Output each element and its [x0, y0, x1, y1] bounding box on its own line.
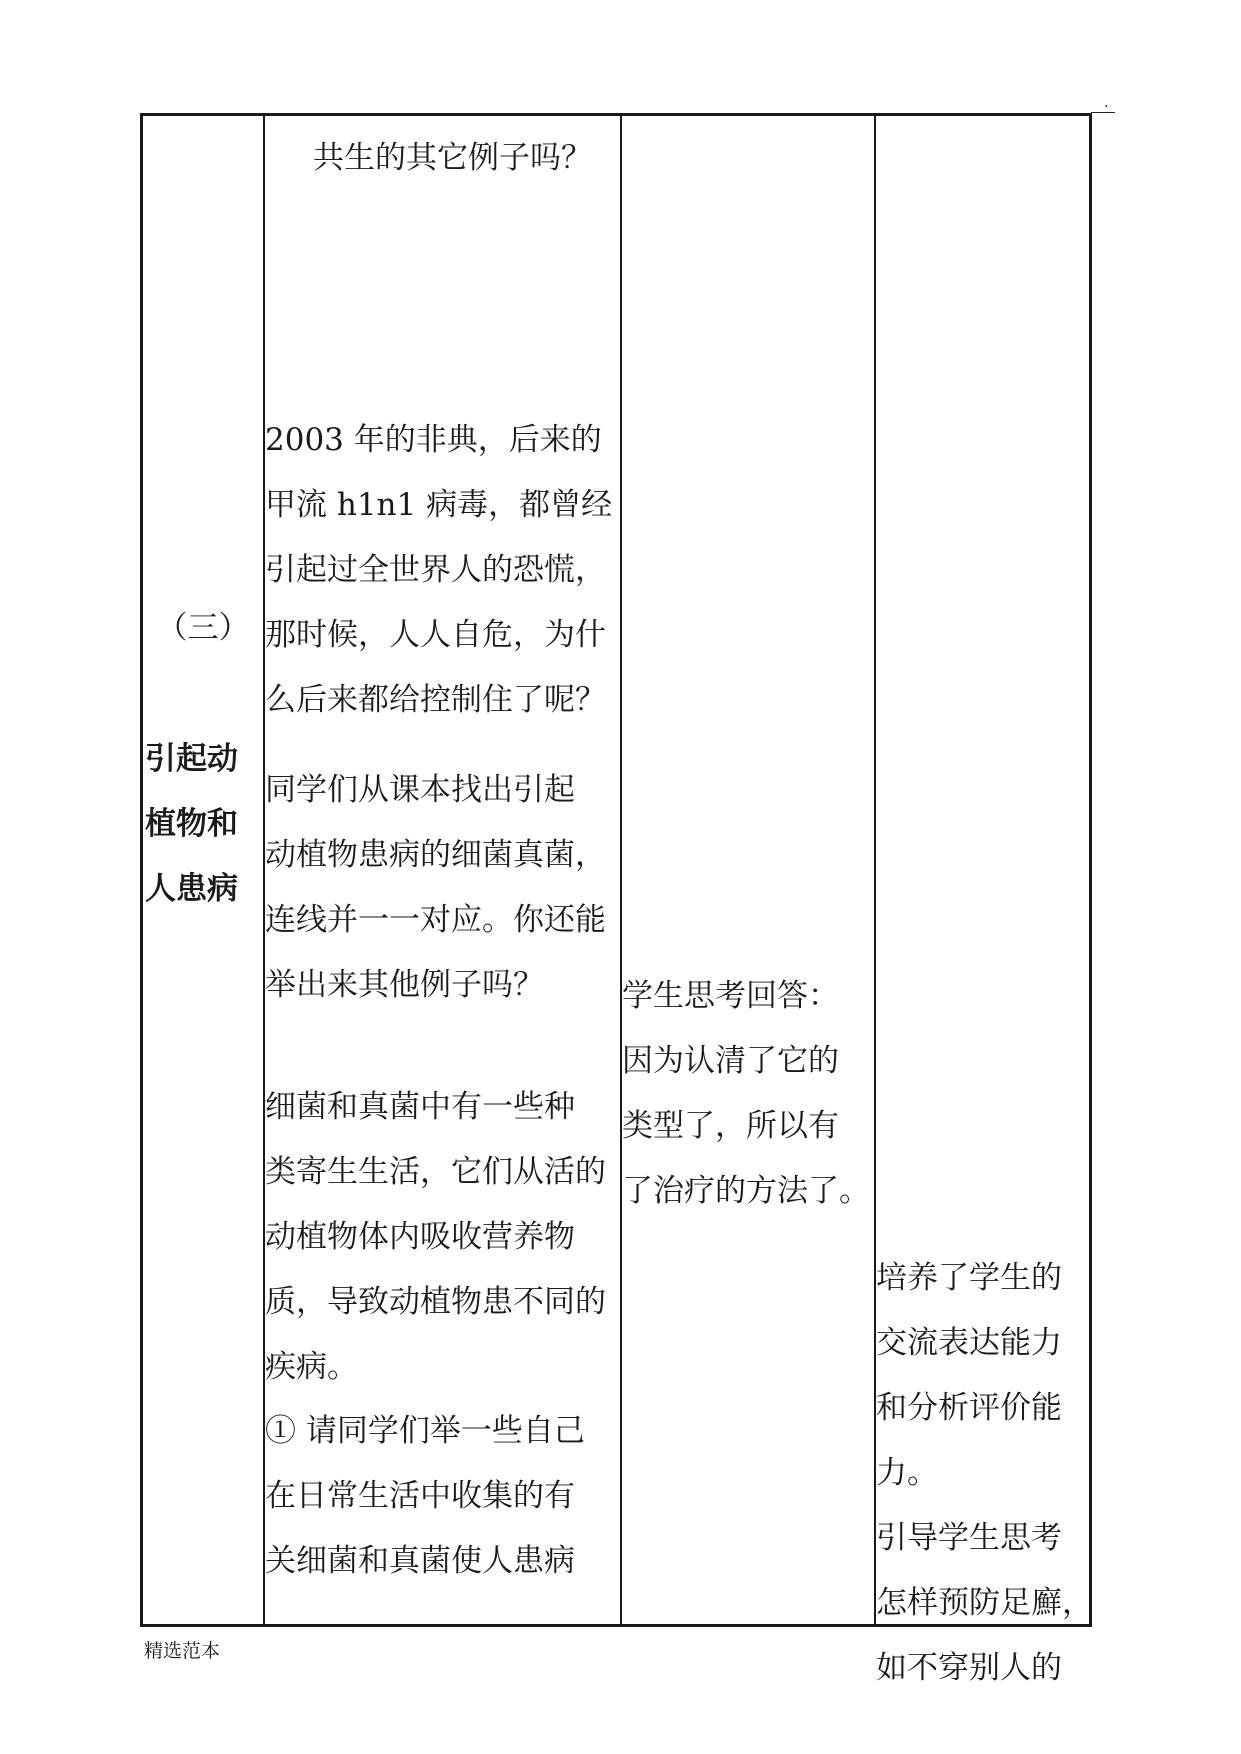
paragraph-line: 交流表达能力 [876, 1325, 1062, 1361]
section-number-cell [143, 596, 263, 661]
section-title-line: 引起动 [145, 741, 238, 777]
header-rule [1091, 112, 1115, 113]
paragraph-line: 在日常生活中收集的有 [265, 1478, 575, 1514]
paragraph-line: 么后来都给控制住了呢？ [265, 682, 606, 718]
header-mark: . [1104, 95, 1109, 111]
paragraph-line: 举出来其他例子吗？ [265, 967, 544, 1003]
teacher-activity-cell [265, 1399, 620, 1594]
column-divider [620, 116, 622, 1624]
design-intent-cell [876, 1246, 1093, 1701]
section-title-line: 人患病 [145, 871, 238, 907]
teacher-activity-cell [265, 408, 620, 733]
teacher-activity-cell [265, 758, 620, 1018]
paragraph-line: 同学们从课本找出引起 [265, 772, 575, 808]
paragraph-line: 2003 年的非典，后来的 [265, 422, 602, 458]
paragraph-line: 那时候，人人自危，为什 [265, 617, 606, 653]
student-activity-cell [622, 964, 874, 1224]
paragraph-line: 培养了学生的 [876, 1260, 1062, 1296]
section-title-line: 植物和 [145, 806, 238, 842]
paragraph-line: 疾病。 [265, 1349, 358, 1385]
teacher-activity-cell [265, 1075, 620, 1400]
paragraph-line: 和分析评价能 [876, 1390, 1062, 1426]
section-title-cell [143, 727, 263, 922]
paragraph-line: 学生思考回答： [622, 978, 839, 1014]
paragraph-line: ① 请同学们举一些自己 [265, 1413, 585, 1449]
paragraph-line: 力。 [876, 1455, 938, 1491]
paragraph-line: 类寄生生活，它们从活的 [265, 1154, 606, 1190]
paragraph-line: 细菌和真菌中有一些种 [265, 1089, 575, 1125]
paragraph-line: 连线并一一对应。你还能 [265, 902, 606, 938]
paragraph-line: 引导学生思考 [876, 1520, 1062, 1556]
paragraph-line: 动植物体内吸收营养物 [265, 1219, 575, 1255]
paragraph-line: 关细菌和真菌使人患病 [265, 1543, 575, 1579]
paragraph-line: 质，导致动植物患不同的 [265, 1284, 606, 1320]
paragraph-line: 了治疗的方法了。 [622, 1173, 870, 1209]
teacher-activity-cell [265, 126, 620, 191]
paragraph-line: 共生的其它例子吗？ [313, 140, 592, 176]
paragraph-line: 因为认清了它的 [622, 1043, 839, 1079]
section-number: （三） [156, 610, 250, 646]
footer-text: 精选范本 [144, 1640, 221, 1662]
paragraph-line: 类型了，所以有 [622, 1108, 839, 1144]
paragraph-line: 引起过全世界人的恐慌， [265, 552, 606, 588]
paragraph-line: 如不穿别人的 [876, 1650, 1062, 1686]
paragraph-line: 动植物患病的细菌真菌， [265, 837, 606, 873]
paragraph-line: 甲流 h1n1 病毒，都曾经 [265, 487, 613, 523]
paragraph-line: 怎样预防足廯， [876, 1585, 1093, 1621]
